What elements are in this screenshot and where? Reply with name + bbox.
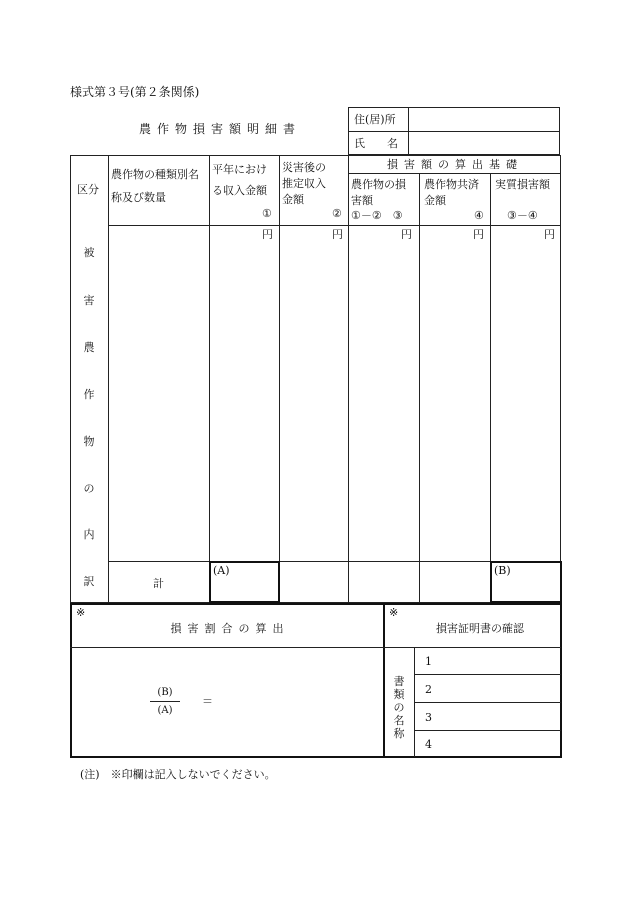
col-real-line2: ③－④: [507, 209, 538, 222]
col-normal-line2: る収入金額: [212, 184, 267, 197]
crop-entries-area[interactable]: [109, 240, 208, 560]
col-loss-line3: ①－② ③: [351, 209, 403, 222]
col-loss-line2: 害額: [351, 194, 373, 207]
col-after-num: ②: [332, 207, 342, 220]
yen-mutual: 円: [473, 228, 484, 241]
address-field[interactable]: [409, 108, 559, 130]
form-label: 様式第３号(第２条関係): [70, 85, 200, 99]
normal-income-entries[interactable]: [210, 240, 278, 560]
doc-name-char: 名: [393, 714, 405, 727]
col-after-line1: 災害後の: [282, 161, 326, 174]
side-char: の: [83, 482, 95, 495]
fraction-denominator: (A): [157, 705, 173, 716]
loss-entries[interactable]: [349, 240, 418, 560]
col-crop-line1: 農作物の種類別名: [111, 168, 199, 181]
col-kubun: 区分: [77, 183, 99, 196]
side-char: 害: [83, 294, 95, 307]
yen-normal: 円: [262, 228, 273, 241]
cert-row-field-2[interactable]: [438, 676, 560, 701]
cert-row-number: 4: [425, 738, 432, 751]
name-label: 氏 名: [354, 137, 398, 150]
col-real-line1: 実質損害額: [495, 178, 550, 191]
ratio-title: 損害割合の算出: [170, 622, 290, 635]
col-normal-line1: 平年におけ: [212, 163, 267, 176]
real-loss-entries[interactable]: [491, 240, 560, 560]
basis-header: 損害額の算出基礎: [387, 158, 523, 171]
side-char: 物: [83, 435, 95, 448]
total-label: 計: [153, 577, 164, 590]
mutual-entries[interactable]: [420, 240, 489, 560]
doc-name-char: 類: [393, 688, 405, 701]
cert-row-field-3[interactable]: [438, 704, 560, 729]
side-char: 内: [83, 528, 95, 541]
ratio-result-field[interactable]: [225, 690, 365, 714]
side-char: 作: [83, 388, 95, 401]
side-char: 農: [83, 341, 95, 354]
fraction-numerator: (B): [157, 687, 173, 698]
col-normal-num: ①: [262, 207, 272, 220]
cert-row-number: 2: [425, 683, 432, 696]
yen-after: 円: [332, 228, 343, 241]
side-char: 被: [83, 246, 95, 259]
doc-name-char: 称: [393, 727, 405, 740]
col-loss-line1: 農作物の損: [351, 178, 406, 191]
col-after-line3: 金額: [282, 193, 304, 206]
col-after-line2: 推定収入: [282, 177, 326, 190]
kome-ratio: ※: [76, 606, 86, 619]
col-mutual-line1: 農作物共済: [424, 178, 479, 191]
doc-name-char: 書: [393, 675, 405, 688]
col-crop-line2: 称及び数量: [111, 191, 166, 204]
yen-real: 円: [544, 228, 555, 241]
cert-title: 損害証明書の確認: [436, 622, 524, 635]
after-income-entries[interactable]: [280, 240, 347, 560]
cert-row-number: 1: [425, 655, 432, 668]
footnote: (注) ※印欄は記入しないでください。: [80, 768, 276, 781]
side-char: 訳: [83, 575, 95, 588]
cert-row-field-1[interactable]: [438, 649, 560, 673]
mark-b: (B): [494, 564, 511, 577]
col-mutual-line2: 金額: [424, 194, 446, 207]
name-field[interactable]: [409, 132, 559, 154]
doc-name-char: の: [393, 701, 405, 714]
equals-sign: ＝: [202, 695, 213, 708]
kome-cert: ※: [389, 606, 399, 619]
cert-row-field-4[interactable]: [438, 732, 560, 756]
yen-loss: 円: [401, 228, 412, 241]
cert-row-number: 3: [425, 711, 432, 724]
page-title: 農作物損害額明細書: [138, 122, 301, 136]
address-label: 住(居)所: [354, 113, 396, 126]
col-mutual-num: ④: [474, 209, 484, 222]
mark-a: (A): [213, 564, 230, 577]
